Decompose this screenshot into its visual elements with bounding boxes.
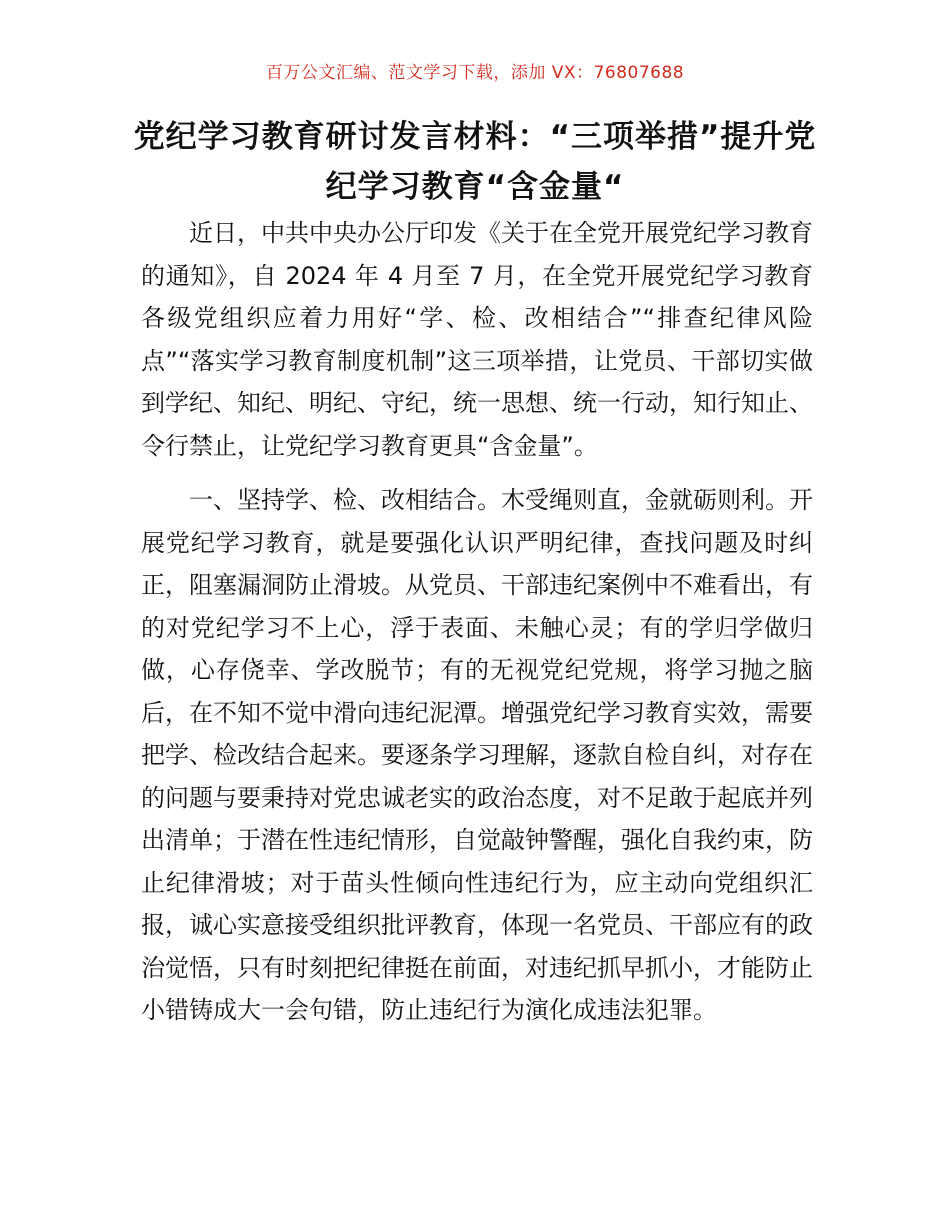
document-title: 党纪学习教育研讨发言材料：“三项举措”提升党纪学习教育“含金量“	[133, 119, 817, 205]
paragraph-section-one: 一、坚持学、检、改相结合。木受绳则直，金就砺则利。开展党纪学习教育，就是要强化认识严明纪律，查找问题及时纠正，阻塞漏洞防止滑坡。从党员、干部违纪案例中不难看出，有的对党纪学习不上心，浮于表面、未触心灵；有的学归学做归做，心存侥幸、学改脱节；有的无视党纪党规，将学习抛之脑后，在不知不觉中滑向违纪泥潭。增强党纪学习教育实效，需要把学、检改结合起来。要逐条学习理解，逐款自检自纠，对存在的问题与要秉持对党忠诚老实的政治态度，对不足敢于起底并列出清单；于潜在性违纪情形，自觉敲钟警醒，强化自我约束，防止纪律滑坡；对于苗头性倾向性违纪行为，应主动向党组织汇报，诚心实意接受组织批评教育，体现一名党员、干部应有的政治觉悟，只有时刻把纪律挺在前面，对违纪抓早抓小，才能防止小错铸成大一会句错，防止违纪行为演化成违法犯罪。	[141, 486, 813, 1024]
watermark-header-note: 百万公文汇编、范文学习下载，添加 VX：76807688	[265, 63, 685, 83]
paragraph-intro: 近日，中共中央办公厅印发《关于在全党开展党纪学习教育的通知》，自 2024 年 4 月至 7 月，在全党开展党纪学习教育各级党组织应着力用好“学、检、改相结合”“排查纪律风险点”“落实学习教育制度机制”这三项举措，让党员、干部切实做到学纪、知纪、明纪、守纪，统一思想、统一行动，知行知止、令行禁止，让党纪学习教育更具“含金量”。	[141, 219, 813, 460]
document-body	[141, 212, 813, 1032]
